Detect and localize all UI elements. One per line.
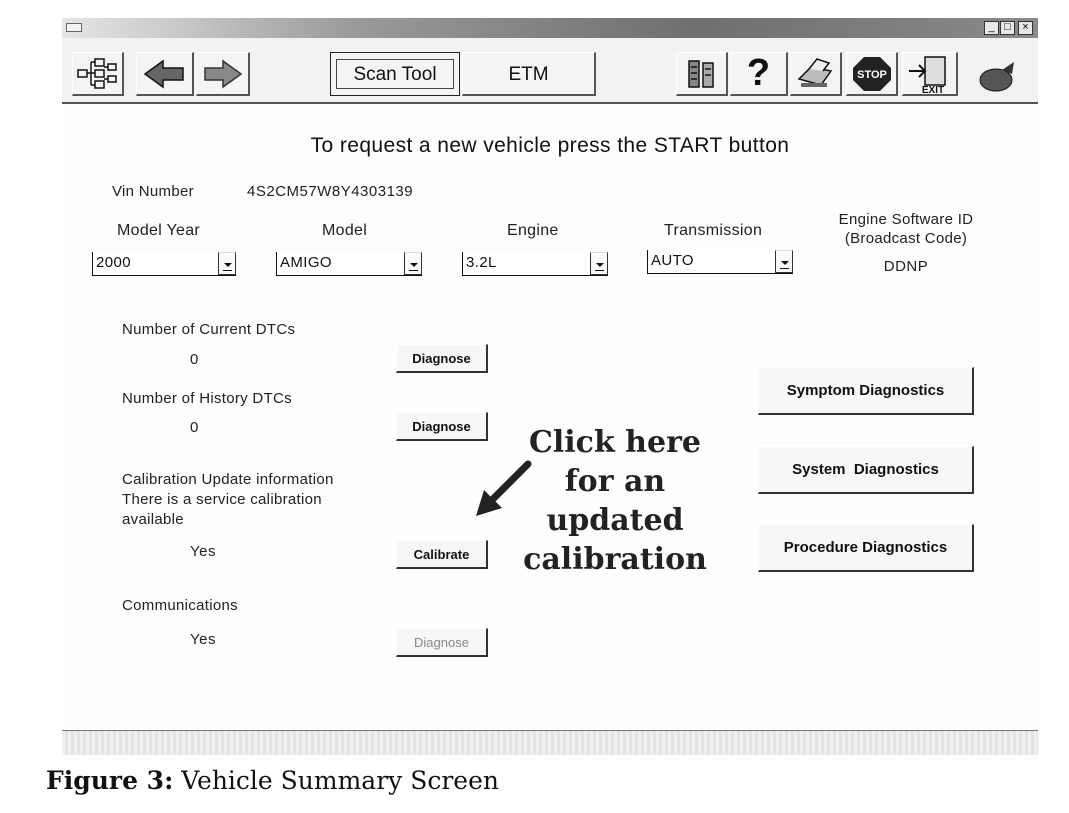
chevron-down-icon[interactable] bbox=[590, 252, 608, 275]
exit-button[interactable] bbox=[902, 52, 958, 96]
model-year-label: Model Year bbox=[117, 222, 201, 239]
model-value: AMIGO bbox=[280, 254, 333, 271]
vin-value: 4S2CM57W8Y4303139 bbox=[247, 183, 414, 200]
figure-caption bbox=[46, 766, 499, 795]
print-button[interactable] bbox=[790, 52, 842, 96]
model-select[interactable] bbox=[276, 252, 422, 276]
callout-line4: calibration bbox=[523, 542, 707, 577]
back-button[interactable] bbox=[136, 52, 194, 96]
hand-tools-icon bbox=[677, 53, 727, 95]
title-bar bbox=[62, 18, 1038, 38]
status-bar bbox=[62, 730, 1038, 755]
stop-label: STOP bbox=[857, 69, 887, 81]
minimize-button[interactable]: _ bbox=[984, 21, 999, 35]
exit-door-icon bbox=[903, 53, 957, 95]
chevron-down-icon[interactable] bbox=[218, 252, 236, 275]
tab-etm-label: ETM bbox=[508, 64, 549, 85]
software-id-label-line1: Engine Software ID bbox=[838, 211, 974, 228]
model-label: Model bbox=[322, 222, 368, 239]
help-icon: ? bbox=[746, 52, 771, 94]
stop-button[interactable] bbox=[846, 52, 898, 96]
communications-value: Yes bbox=[190, 631, 216, 648]
transmission-value: AUTO bbox=[651, 252, 694, 269]
vin-label: Vin Number bbox=[112, 183, 194, 200]
chevron-down-icon[interactable] bbox=[404, 252, 422, 275]
exit-label: EXIT bbox=[921, 85, 945, 95]
calibration-info-line1: Calibration Update information bbox=[122, 471, 334, 488]
callout-annotation bbox=[500, 423, 730, 579]
globe-logo-icon bbox=[972, 54, 1028, 96]
diagnose-communications-button[interactable]: Diagnose bbox=[396, 628, 488, 657]
model-year-select[interactable] bbox=[92, 252, 236, 276]
diagnose-current-button[interactable]: Diagnose bbox=[396, 344, 488, 373]
calibration-info-line3: available bbox=[122, 511, 184, 528]
callout-line2: for an bbox=[564, 464, 666, 499]
forward-button[interactable] bbox=[196, 52, 250, 96]
calibration-info-line2: There is a service calibration bbox=[122, 491, 322, 508]
help-button[interactable] bbox=[730, 52, 788, 96]
software-id-value: DDNP bbox=[883, 258, 929, 275]
stop-sign-icon bbox=[847, 53, 897, 95]
software-id-label bbox=[816, 210, 996, 248]
back-arrow-icon bbox=[137, 53, 193, 95]
software-id-label-line2: (Broadcast Code) bbox=[844, 230, 968, 247]
calibration-available-value: Yes bbox=[190, 543, 216, 560]
procedure-diagnostics-button[interactable]: Procedure Diagnostics bbox=[758, 524, 974, 572]
transmission-label: Transmission bbox=[664, 222, 763, 239]
transmission-select[interactable] bbox=[647, 250, 793, 274]
system-menu-icon[interactable] bbox=[66, 23, 82, 32]
history-dtcs-value: 0 bbox=[190, 419, 199, 436]
calibration-info-label bbox=[122, 470, 334, 530]
printer-icon bbox=[791, 53, 841, 95]
app-logo bbox=[972, 54, 1028, 96]
engine-select[interactable] bbox=[462, 252, 608, 276]
tab-scan-tool[interactable] bbox=[330, 52, 460, 96]
current-dtcs-value: 0 bbox=[190, 351, 199, 368]
tab-etm[interactable] bbox=[462, 52, 596, 96]
tab-scan-tool-label: Scan Tool bbox=[353, 64, 437, 85]
tree-view-button[interactable] bbox=[72, 52, 124, 96]
close-button[interactable]: × bbox=[1018, 21, 1033, 35]
maximize-button[interactable]: □ bbox=[1000, 21, 1015, 35]
page-title: To request a new vehicle press the START button bbox=[310, 134, 790, 157]
callout-line1: Click here bbox=[529, 425, 701, 460]
system-diagnostics-button[interactable]: System Diagnostics bbox=[758, 446, 974, 494]
model-year-value: 2000 bbox=[96, 254, 131, 271]
communications-label: Communications bbox=[122, 597, 238, 614]
engine-label: Engine bbox=[507, 222, 559, 239]
data-tools-button[interactable] bbox=[676, 52, 728, 96]
symptom-diagnostics-button[interactable]: Symptom Diagnostics bbox=[758, 367, 974, 415]
current-dtcs-label: Number of Current DTCs bbox=[122, 321, 296, 338]
figure-label: Figure 3: bbox=[46, 766, 174, 795]
history-dtcs-label: Number of History DTCs bbox=[122, 390, 292, 407]
forward-arrow-icon bbox=[197, 53, 249, 95]
callout-line3: updated bbox=[546, 503, 684, 538]
engine-value: 3.2L bbox=[466, 254, 497, 271]
figure-title: Vehicle Summary Screen bbox=[181, 766, 499, 795]
tree-icon bbox=[73, 53, 123, 95]
diagnose-history-button[interactable]: Diagnose bbox=[396, 412, 488, 441]
calibrate-button[interactable]: Calibrate bbox=[396, 540, 488, 569]
chevron-down-icon[interactable] bbox=[775, 250, 793, 273]
